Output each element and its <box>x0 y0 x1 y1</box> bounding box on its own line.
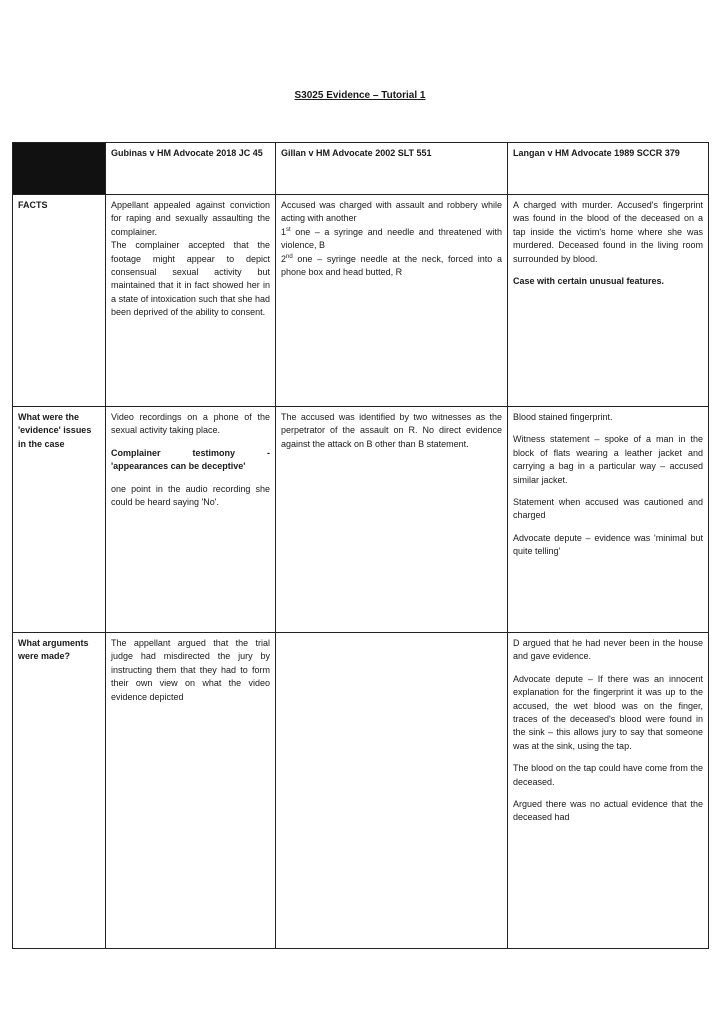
arguments-langan-para: Argued there was no actual evidence that the deceased had <box>513 799 703 823</box>
facts-gillan-line: Accused was charged with assault and robbery while acting with another <box>281 200 502 224</box>
arguments-row <box>13 633 709 949</box>
facts-gubinas-para: The complainer accepted that the footage might appear to depict consensual sexual activity but maintained that it in fact showed her in a state of intoxication such that she had been deprived of the ability to consent. <box>111 240 270 318</box>
issues-langan-para: Statement when accused was cautioned and charged <box>513 497 703 521</box>
row-label-arguments: What arguments were made? <box>13 633 106 949</box>
issues-langan-para: Blood stained fingerprint. <box>513 412 613 422</box>
ordinal-number: 1 <box>281 226 287 237</box>
facts-langan-para: A charged with murder. Accused's fingerprint was found in the blood of the deceased on a tap inside the victim's home where she was murdered. Deceased found in the living room surrounded by blood. <box>513 200 703 264</box>
facts-gillan-cell <box>276 195 508 407</box>
facts-langan-cell <box>508 195 709 407</box>
evidence-table <box>12 142 709 949</box>
issues-gillan-para: The accused was identified by two witnesses as the perpetrator of the assault on R. No direct evidence against the attack on B other than B statement. <box>281 412 502 449</box>
issues-row <box>13 407 709 633</box>
arguments-gubinas-para: The appellant argued that the trial judge had misdirected the jury by instructing them that they had to form their own view on what the video evidence depicted <box>111 638 270 702</box>
arguments-gillan-cell <box>276 633 508 949</box>
facts-gillan-text: one – syringe needle at the neck, forced into a phone box and head butted, R <box>281 253 502 278</box>
header-case-gillan: Gillan v HM Advocate 2002 SLT 551 <box>276 143 508 195</box>
issues-gubinas-para: one point in the audio recording she could be heard saying 'No'. <box>111 483 270 508</box>
facts-row <box>13 195 709 407</box>
arguments-langan-para: D argued that he had never been in the house and gave evidence. <box>513 638 703 662</box>
ordinal-number: 2 <box>281 253 287 264</box>
header-row <box>13 143 709 195</box>
arguments-langan-para: Advocate depute – If there was an innocent explanation for the fingerprint it was up to the accused, the wet blood was on the finger, traces of the deceased's blood were found in the sink – this allows jury to say that someone was at the sink, using the tap. <box>513 673 703 751</box>
header-case-gubinas: Gubinas v HM Advocate 2018 JC 45 <box>106 143 276 195</box>
issues-gubinas-para: Video recordings on a phone of the sexual activity taking place. <box>111 412 270 436</box>
ordinal-suffix: nd <box>286 253 293 260</box>
facts-gillan-line <box>281 253 502 280</box>
arguments-gubinas-cell <box>106 633 276 949</box>
facts-langan-para: Case with certain unusual features. <box>513 276 665 287</box>
issues-gubinas-cell <box>106 407 276 633</box>
header-corner-cell <box>13 143 106 195</box>
issues-langan-cell <box>508 407 709 633</box>
arguments-langan-para: The blood on the tap could have come from the deceased. <box>513 763 703 787</box>
issues-gubinas-para: Complainer testimony - 'appearances can be deceptive' <box>111 447 270 472</box>
row-label-issues: What were the 'evidence' issues in the case <box>13 407 106 633</box>
facts-gillan-line <box>281 226 502 253</box>
document-title: S3025 Evidence – Tutorial 1 <box>294 90 426 101</box>
ordinal-suffix: st <box>286 226 291 233</box>
issues-gillan-cell <box>276 407 508 633</box>
facts-gubinas-cell <box>106 195 276 407</box>
facts-gubinas-para: Appellant appealed against conviction for raping and sexually assaulting the complainer. <box>111 200 270 237</box>
row-label-facts: FACTS <box>13 195 106 407</box>
facts-gillan-text: one – a syringe and needle and threatened with violence, B <box>281 226 502 251</box>
header-case-langan: Langan v HM Advocate 1989 SCCR 379 <box>508 143 709 195</box>
issues-langan-para: Advocate depute – evidence was 'minimal but quite telling' <box>513 532 703 557</box>
arguments-langan-cell <box>508 633 709 949</box>
issues-langan-para: Witness statement – spoke of a man in the block of flats wearing a leather jacket and carrying a bag in a particular way – accused similar jacket. <box>513 434 703 485</box>
